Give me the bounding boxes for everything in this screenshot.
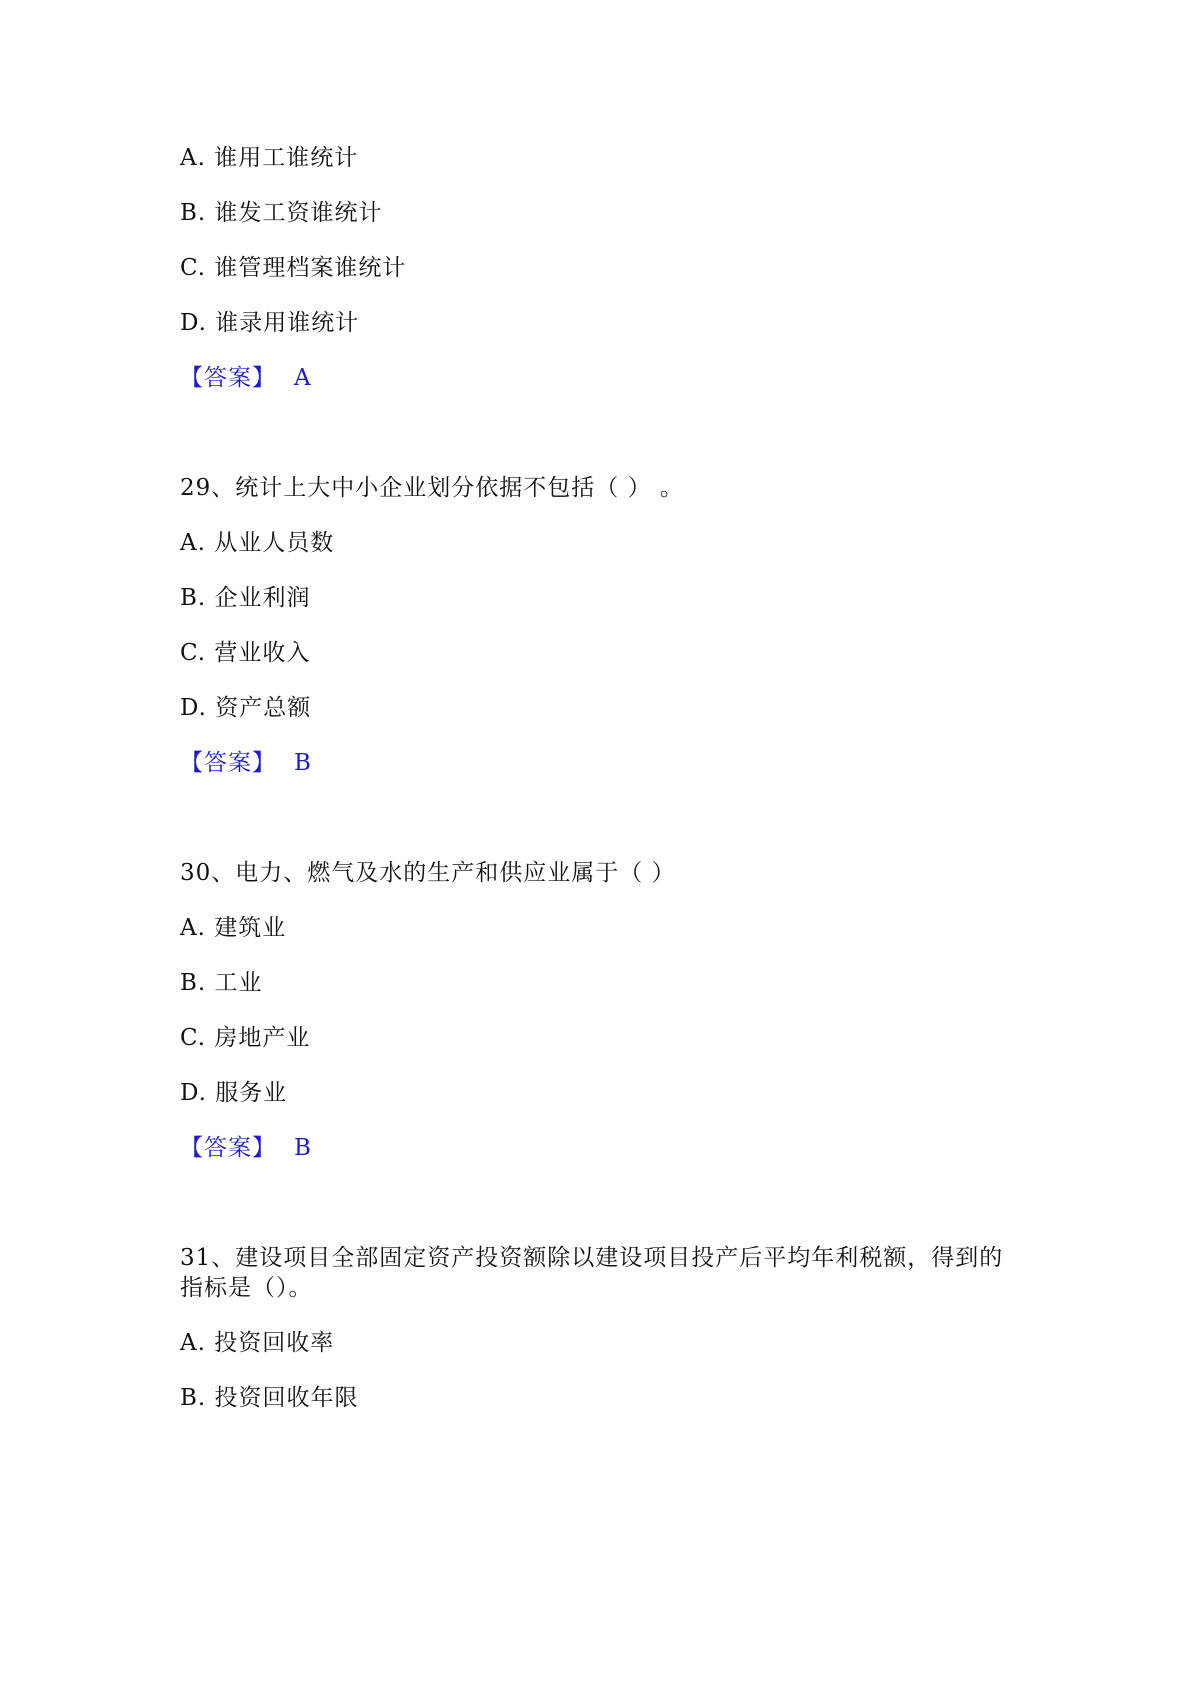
q31-question-line2: 指标是（）。: [180, 1275, 313, 1301]
answer-label: 【答案】: [180, 1135, 276, 1161]
q29-option-c: C. 营业收入: [180, 640, 311, 666]
q28-option-a: A. 谁用工谁统计: [180, 145, 359, 171]
q30-option-c: C. 房地产业: [180, 1025, 311, 1051]
q30-question: 30、电力、燃气及水的生产和供应业属于（ ）: [180, 860, 676, 886]
q30-option-d: D. 服务业: [180, 1080, 288, 1106]
q29-option-b: B. 企业利润: [180, 585, 311, 611]
q29-answer: [180, 748, 312, 778]
q29-option-a: A. 从业人员数: [180, 530, 335, 556]
q30-answer: [180, 1133, 312, 1163]
answer-value: A: [294, 365, 312, 391]
q28-option-d: D. 谁录用谁统计: [180, 310, 360, 336]
answer-value: B: [294, 1135, 312, 1161]
q29-option-d: D. 资产总额: [180, 695, 312, 721]
answer-value: B: [294, 750, 312, 776]
q31-option-a: A. 投资回收率: [180, 1330, 335, 1356]
q31-question-line1: 31、建设项目全部固定资产投资额除以建设项目投产后平均年利税额，得到的: [180, 1245, 1004, 1271]
q30-option-a: A. 建筑业: [180, 915, 287, 941]
q31-option-b: B. 投资回收年限: [180, 1385, 359, 1411]
q28-answer: [180, 363, 312, 393]
q28-option-b: B. 谁发工资谁统计: [180, 200, 383, 226]
q28-option-c: C. 谁管理档案谁统计: [180, 255, 407, 281]
q30-option-b: B. 工业: [180, 970, 263, 996]
answer-label: 【答案】: [180, 365, 276, 391]
q29-question: 29、统计上大中小企业划分依据不包括（ ） 。: [180, 475, 684, 501]
answer-label: 【答案】: [180, 750, 276, 776]
